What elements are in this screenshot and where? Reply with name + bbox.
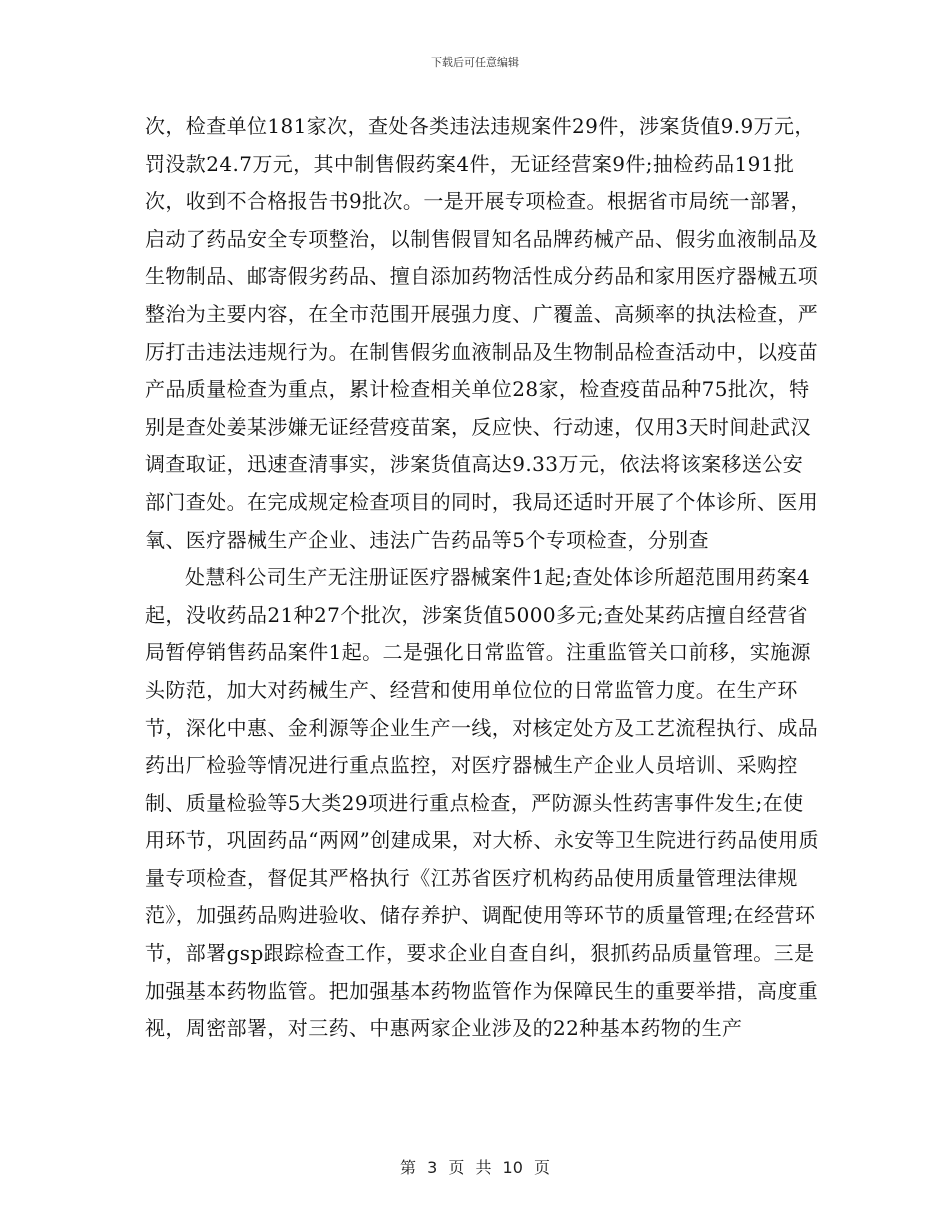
page-header: 下载后可任意编辑 — [431, 56, 519, 69]
document-body — [145, 108, 820, 1048]
paragraph: 处慧科公司生产无注册证医疗器械案件1起;查处体诊所超范围用药案4起，没收药品21种27个批次，涉案货值5000多元;查处某药店擅自经营省局暂停销售药品案件1起。二是强化日常监管。注重监管关口前移，实施源头防范，加大对药械生产、经营和使用单位位的日常监管力度。在生产环节，深化中惠、金利源等企业生产一线，对核定处方及工艺流程执行、成品药出厂检验等情况进行重点监控，对医疗器械生产企业人员培训、采购控制、质量检验等5大类29项进行重点检查，严防源头性药害事件发生;在使用环节，巩固药品“两网”创建成果，对大桥、永安等卫生院进行药品使用质量专项检查，督促其严格执行《江苏省医疗机构药品使用质量管理法律规范》，加强药品购进验收、储存养护、调配使用等环节的质量管理;在经营环节，部署gsp跟踪检查工作，要求企业自查自纠，狠抓药品质量管理。三是加强基本药物监管。把加强基本药物监管作为保障民生的重要举措，高度重视，周密部署，对三药、中惠两家企业涉及的22种基本药物的生产 — [145, 565, 820, 1041]
page-footer: 第 3 页 共 10 页 — [400, 1158, 550, 1177]
paragraph: 次，检查单位181家次，查处各类违法违规案件29件，涉案货值9.9万元，罚没款24.7万元，其中制售假药案4件，无证经营案9件;抽检药品191批次，收到不合格报告书9批次。一是开展专项检查。根据省市局统一部署，启动了药品安全专项整治，以制售假冒知名品牌药械产品、假劣血液制品及生物制品、邮寄假劣药品、擅自添加药物活性成分药品和家用医疗器械五项整治为主要内容，在全市范围开展强力度、广覆盖、高频率的执法检查，严厉打击违法违规行为。在制售假劣血液制品及生物制品检查活动中，以疫苗产品质量检查为重点，累计检查相关单位28家，检查疫苗品种75批次，特别是查处姜某涉嫌无证经营疫苗案，反应快、行动速，仅用3天时间赴武汉调查取证，迅速查清事实，涉案货值高达9.33万元，依法将该案移送公安部门查处。在完成规定检查项目的同时，我局还适时开展了个体诊所、医用氧、医疗器械生产企业、违法广告药品等5个专项检查，分别查 — [145, 114, 819, 552]
